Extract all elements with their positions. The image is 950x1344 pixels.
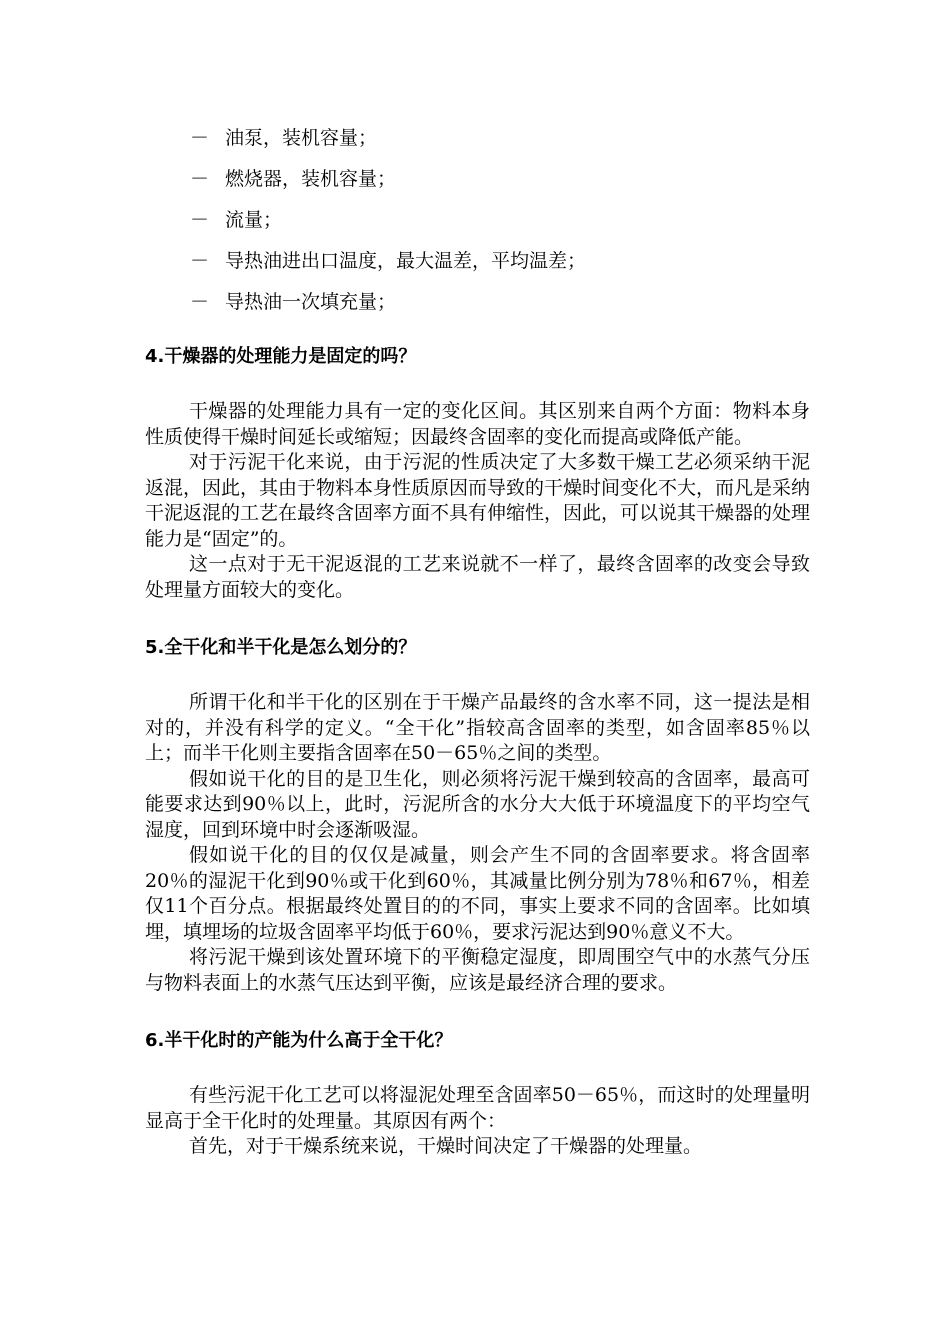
- section-heading: 4.干燥器的处理能力是固定的吗？: [145, 346, 417, 367]
- paragraph: 有些污泥干化工艺可以将湿泥处理至含固率50－65％，而这时的处理量明显高于全干化时的处理量。其原因有两个：: [145, 1084, 810, 1132]
- list-item-text: 流量；: [225, 209, 283, 231]
- section-spacer: [145, 603, 810, 635]
- paragraph: 这一点对于无干泥返混的工艺来说就不一样了，最终含固率的改变会导致处理量方面较大的变化。: [145, 553, 810, 601]
- bullet-list: [190, 118, 830, 323]
- list-item-text: 导热油进出口温度，最大温差，平均温差；: [225, 250, 587, 272]
- paragraph: 假如说干化的目的仅仅是减量，则会产生不同的含固率要求。将含固率20％的湿泥干化到90％或干化到60％，其减量比例分别为78％和67％，相差仅11个百分点。根据最终处置目的的不同，事实上要求不同的含固率。比如填埋，填埋场的垃圾含固率平均低于60％，要求污泥达到90％意义不大。: [145, 844, 810, 943]
- section-spacer: [145, 996, 810, 1028]
- paragraph: 所谓干化和半干化的区别在于干燥产品最终的含水率不同，这一提法是相对的，并没有科学的定义。“全干化”指较高含固率的类型，如含固率85％以上；而半干化则主要指含固率在50－65％之间的类型。: [145, 691, 810, 764]
- dash-marker: －: [190, 168, 210, 190]
- list-item: [190, 159, 830, 200]
- section-heading: 5.全干化和半干化是怎么划分的？: [145, 637, 417, 658]
- paragraph: 首先，对于干燥系统来说，干燥时间决定了干燥器的处理量。: [189, 1135, 703, 1157]
- section-heading: 6.半干化时的产能为什么高于全干化？: [145, 1030, 453, 1051]
- list-item: [190, 241, 830, 282]
- list-item-text: 燃烧器，装机容量；: [225, 168, 397, 190]
- list-item-text: 导热油一次填充量；: [225, 291, 397, 313]
- dash-marker: －: [190, 250, 210, 272]
- dash-marker: －: [190, 291, 210, 313]
- paragraph: 对于污泥干化来说，由于污泥的性质决定了大多数干燥工艺必须采纳干泥返混，因此，其由于物料本身性质原因而导致的干燥时间变化不大，而凡是采纳干泥返混的工艺在最终含固率方面不具有伸缩性，因此，可以说其干燥器的处理能力是“固定”的。: [145, 451, 811, 550]
- dash-marker: －: [190, 127, 210, 149]
- section-processing-capacity: [145, 344, 810, 603]
- list-item: [190, 200, 830, 241]
- list-item-text: 油泵，装机容量；: [225, 127, 378, 149]
- dash-marker: －: [190, 209, 210, 231]
- section-full-vs-semi-drying: [145, 635, 810, 996]
- list-item: [190, 282, 830, 323]
- document-body: [145, 344, 810, 1160]
- paragraph: 干燥器的处理能力具有一定的变化区间。其区别来自两个方面：物料本身性质使得干燥时间延长或缩短；因最终含固率的变化而提高或降低产能。: [145, 400, 810, 448]
- paragraph: 假如说干化的目的是卫生化，则必须将污泥干燥到较高的含固率，最高可能要求达到90％以上，此时，污泥所含的水分大大低于环境温度下的平均空气湿度，回到环境中时会逐渐吸湿。: [145, 767, 810, 841]
- list-item: [190, 118, 830, 159]
- paragraph: 将污泥干燥到该处置环境下的平衡稳定湿度，即周围空气中的水蒸气分压与物料表面上的水蒸气压达到平衡，应该是最经济合理的要求。: [145, 946, 810, 994]
- section-semi-drying-capacity: [145, 1028, 810, 1160]
